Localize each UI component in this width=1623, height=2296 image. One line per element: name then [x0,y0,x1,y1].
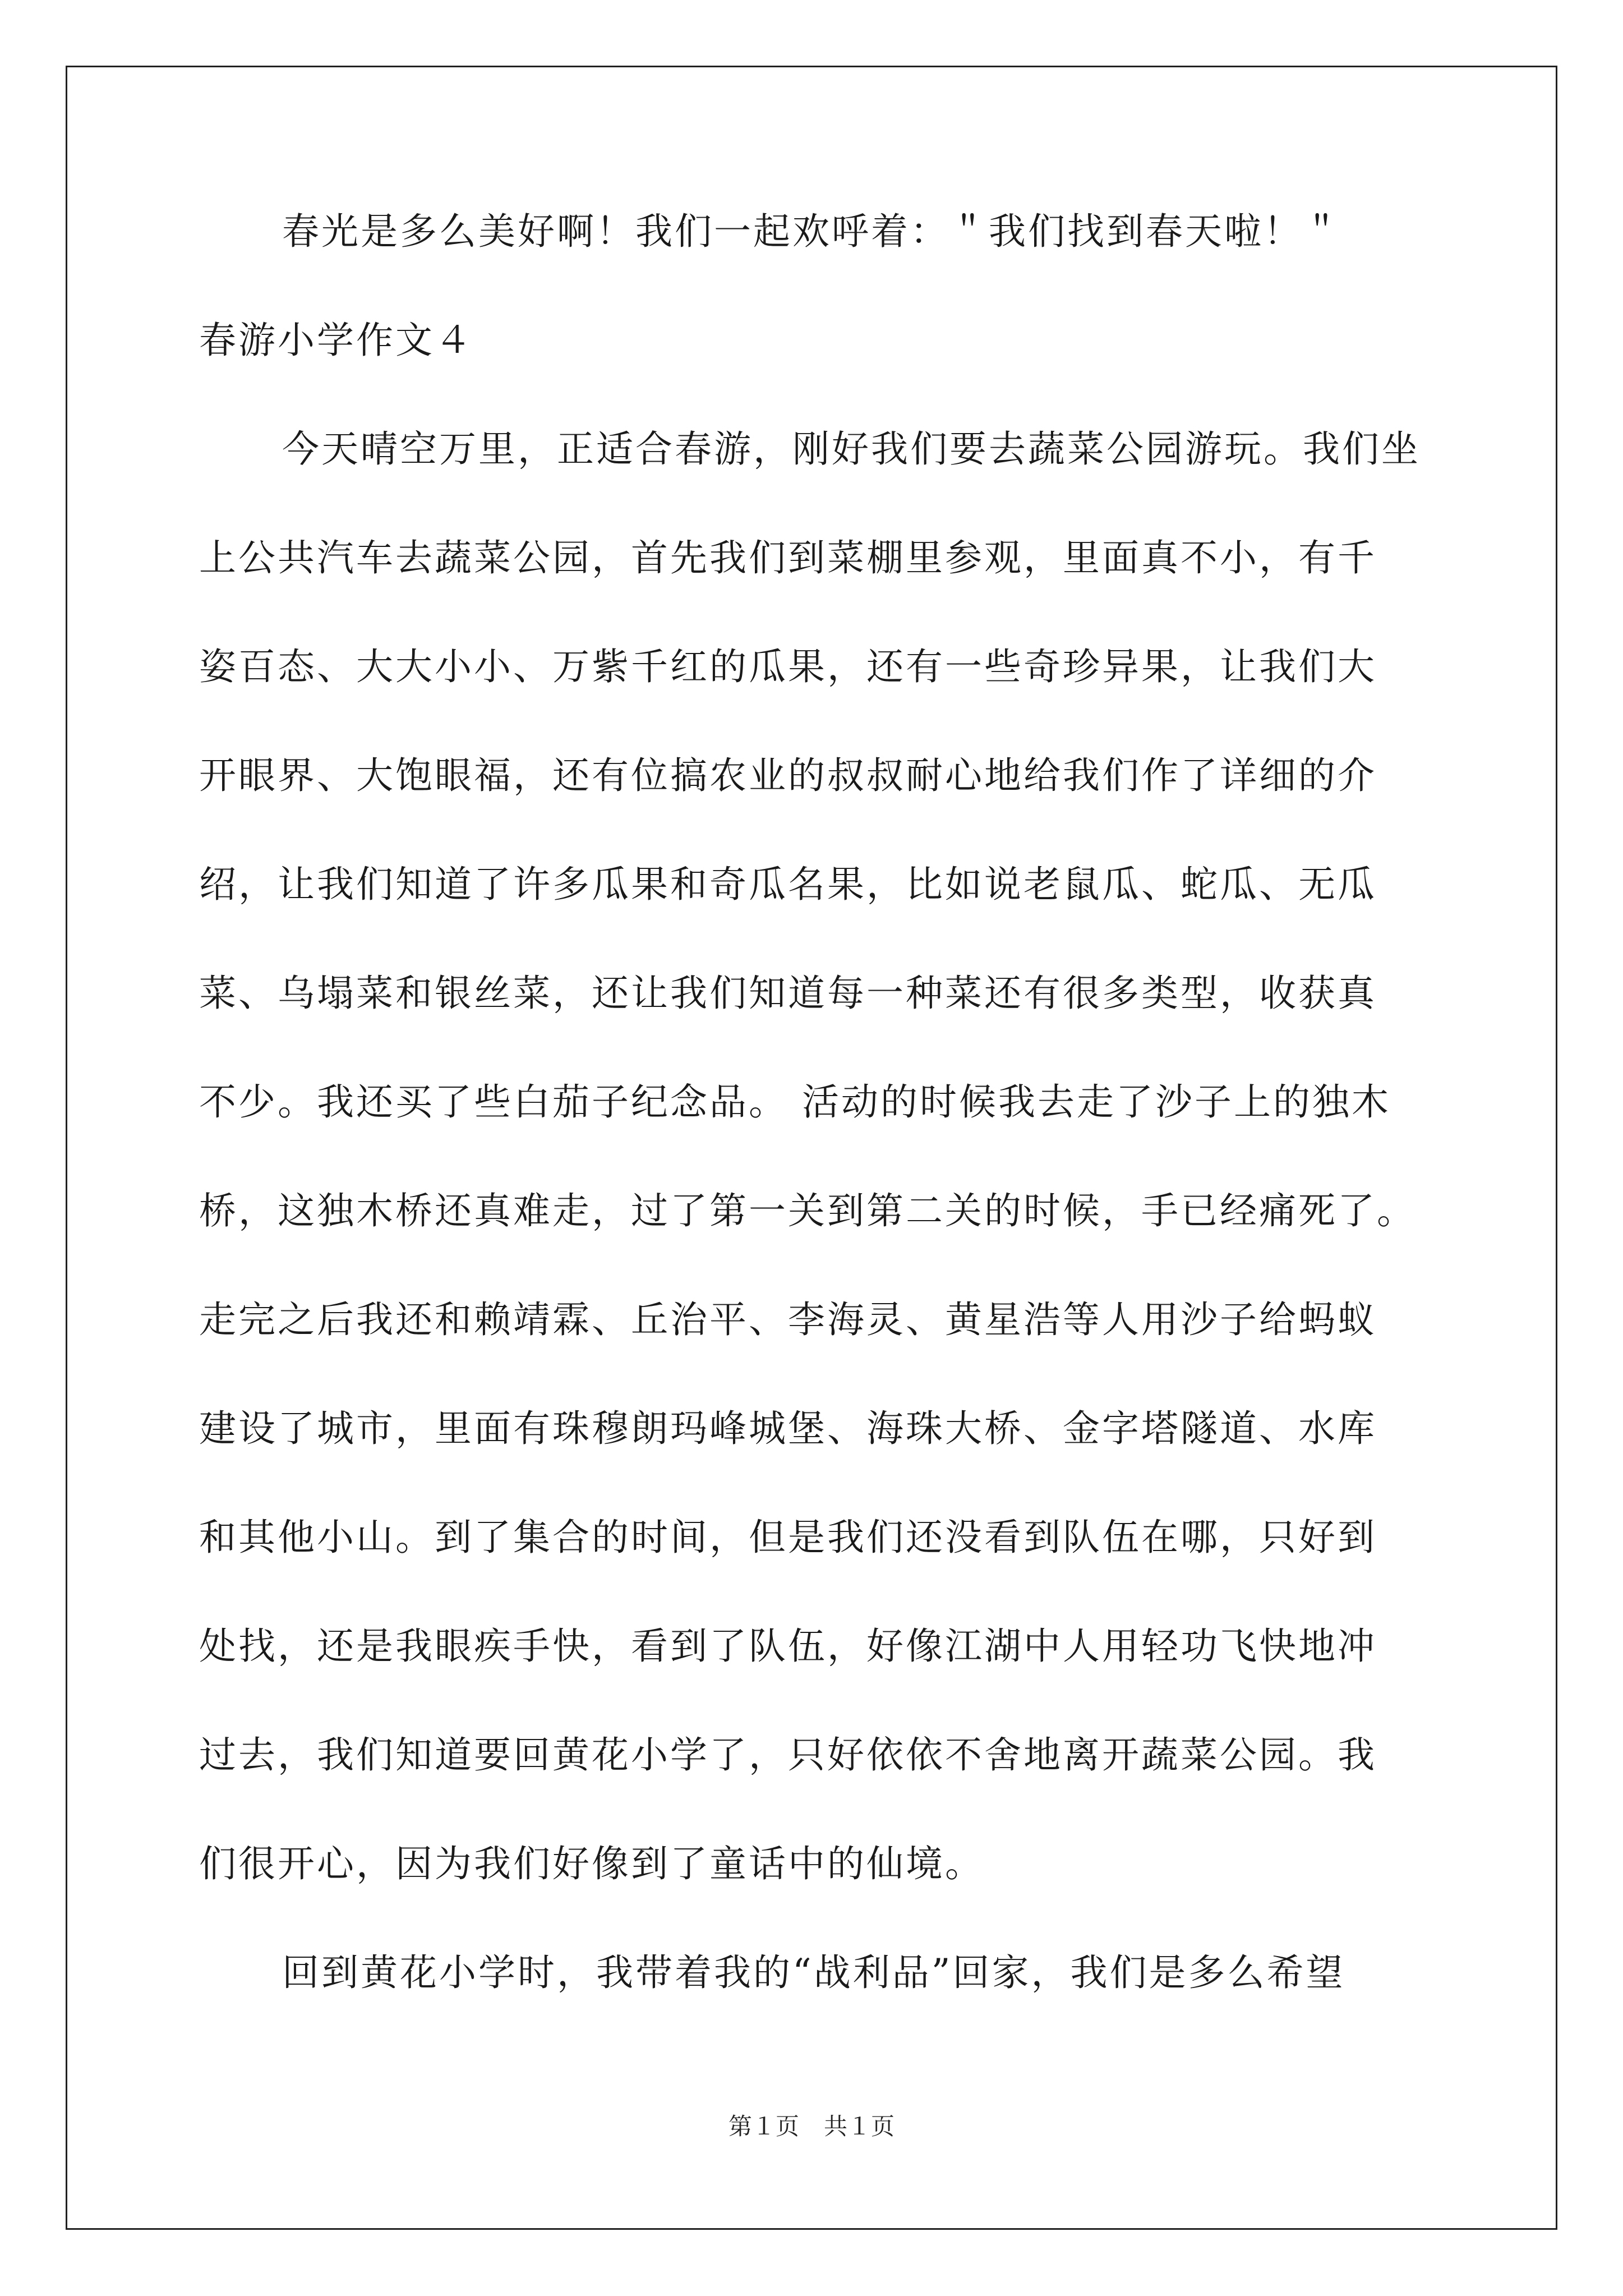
paragraph-line: 建设了城市，里面有珠穆朗玛峰城堡、海珠大桥、金字塔隧道、水库 [199,1407,1377,1450]
paragraph-line: 绍，让我们知道了许多瓜果和奇瓜名果，比如说老鼠瓜、蛇瓜、无瓜 [199,863,1377,906]
section-heading: 春游小学作文４ [199,319,474,362]
paragraph-line: 们很开心，因为我们好像到了童话中的仙境。 [199,1842,984,1885]
paragraph-line: 不少。我还买了些白茄子纪念品。 活动的时候我去走了沙子上的独木 [199,1080,1391,1124]
paragraph-line: 和其他小山。到了集合的时间，但是我们还没看到队伍在哪，只好到 [199,1516,1377,1559]
paragraph-line: 上公共汽车去蔬菜公园，首先我们到菜棚里参观，里面真不小，有千 [199,536,1377,579]
paragraph-line: 处找，还是我眼疾手快，看到了队伍，好像江湖中人用轻功飞快地冲 [199,1625,1377,1668]
paragraph-line: 今天晴空万里，正适合春游，刚好我们要去蔬菜公园游玩。我们坐 [282,427,1421,471]
paragraph-line: 开眼界、大饱眼福，还有位搞农业的叔叔耐心地给我们作了详细的介 [199,754,1377,797]
paragraph-line: 回到黄花小学时，我带着我的“战利品”回家，我们是多么希望 [282,1951,1345,1994]
paragraph-line: 姿百态、大大小小、万紫千红的瓜果，还有一些奇珍异果，让我们大 [199,645,1377,688]
paragraph-line: 走完之后我还和赖靖霖、丘治平、李海灵、黄星浩等人用沙子给蚂蚁 [199,1298,1377,1341]
paragraph-line: 菜、乌塌菜和银丝菜，还让我们知道每一种菜还有很多类型，收获真 [199,972,1377,1015]
paragraph-line: 过去，我们知道要回黄花小学了，只好依依不舍地离开蔬菜公园。我 [199,1733,1377,1777]
paragraph-line: 春光是多么美好啊！我们一起欢呼着：＂我们找到春天啦！＂ [282,210,1342,253]
document-body [199,210,1444,2063]
page-number: 第１页 [728,2113,799,2140]
page-footer [0,2115,1623,2138]
paragraph-line: 桥，这独木桥还真难走，过了第一关到第二关的时候，手已经痛死了。 [199,1189,1416,1232]
page-total: 共１页 [824,2113,895,2140]
